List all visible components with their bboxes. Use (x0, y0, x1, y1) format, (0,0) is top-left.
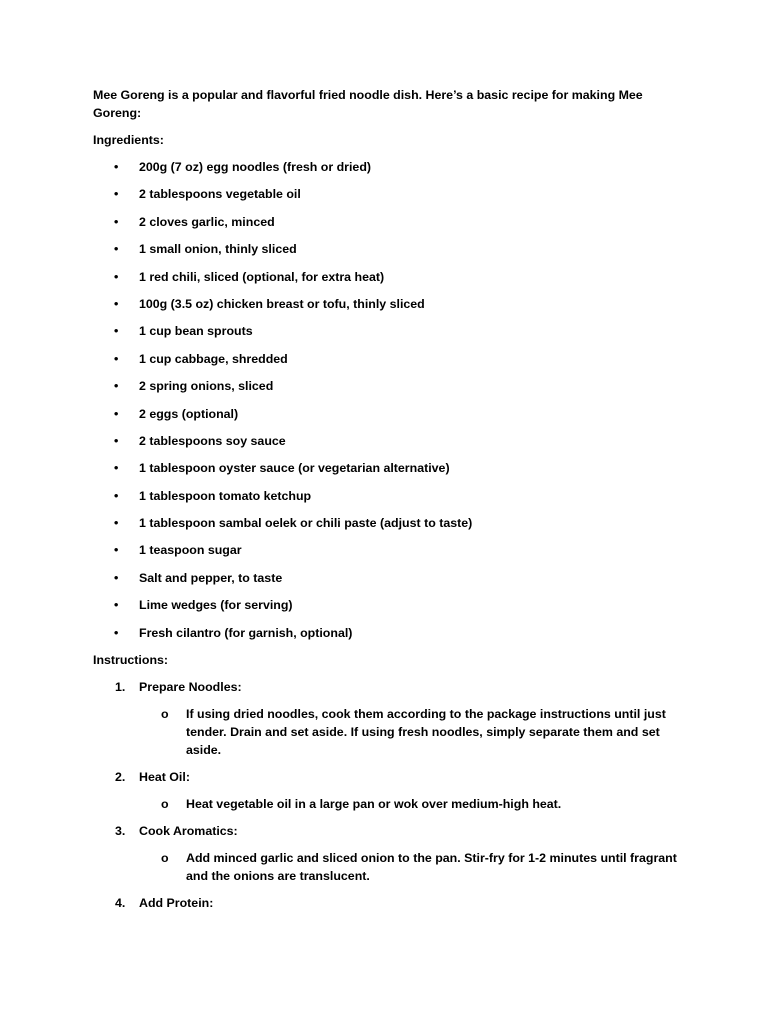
step-number: 1. (115, 680, 126, 695)
bullet-icon: • (114, 296, 119, 311)
ingredient-item (93, 596, 683, 614)
ingredient-item (93, 158, 683, 176)
step-title: Cook Aromatics: (139, 824, 238, 839)
ingredient-item (93, 514, 683, 532)
step-number: 3. (115, 824, 126, 839)
ingredient-text: 1 red chili, sliced (optional, for extra heat) (139, 269, 385, 284)
ingredient-item (93, 377, 683, 395)
bullet-icon: • (114, 570, 119, 585)
ingredient-text: 2 tablespoons vegetable oil (139, 187, 301, 202)
ingredient-item (93, 268, 683, 286)
ingredient-text: 1 small onion, thinly sliced (139, 242, 297, 257)
step-detail-text: Add minced garlic and sliced onion to the pan. Stir-fry for 1-2 minutes until fragrant and the onions are translucent. (186, 851, 677, 884)
bullet-icon: • (114, 598, 119, 613)
ingredient-text: 200g (7 oz) egg noodles (fresh or dried) (139, 160, 372, 174)
ingredients-list (93, 158, 683, 642)
ingredient-text: 2 tablespoons soy sauce (139, 433, 286, 448)
bullet-icon: • (114, 543, 119, 558)
bullet-icon: • (114, 516, 119, 531)
bullet-icon: • (114, 461, 119, 476)
bullet-icon: • (114, 269, 119, 284)
ingredients-heading: Ingredients: (93, 133, 164, 147)
ingredient-item (93, 569, 683, 587)
step-details (139, 795, 683, 813)
ingredient-text: 1 cup bean sprouts (139, 324, 253, 339)
bullet-icon: • (114, 351, 119, 366)
step-number: 4. (115, 896, 126, 911)
bullet-icon: • (114, 488, 119, 503)
bullet-icon: • (114, 214, 119, 229)
instructions-list (93, 678, 683, 912)
ingredient-text: 1 tablespoon oyster sauce (or vegetarian alternative) (139, 461, 450, 476)
step-title: Prepare Noodles: (139, 680, 242, 695)
ingredient-text: 2 eggs (optional) (139, 406, 239, 421)
bullet-icon: • (114, 433, 119, 448)
step-detail-item (139, 849, 683, 885)
instruction-step (93, 678, 683, 759)
ingredient-text: Fresh cilantro (for garnish, optional) (139, 625, 353, 640)
ingredient-item (93, 185, 683, 203)
bullet-icon: • (114, 242, 119, 257)
bullet-icon: • (114, 187, 119, 202)
circle-bullet-icon: o (161, 797, 169, 812)
ingredient-item (93, 487, 683, 505)
ingredient-item (93, 432, 683, 450)
instructions-heading: Instructions: (93, 653, 169, 668)
instruction-step (93, 768, 683, 813)
step-detail-item (139, 795, 683, 813)
step-detail-item (139, 705, 683, 759)
ingredient-item (93, 322, 683, 340)
ingredient-item (93, 624, 683, 642)
bullet-icon: • (114, 160, 119, 174)
bullet-icon: • (114, 324, 119, 339)
instruction-step (93, 822, 683, 885)
ingredient-text: 1 teaspoon sugar (139, 543, 242, 558)
ingredient-text: 2 spring onions, sliced (139, 379, 274, 394)
bullet-icon: • (114, 379, 119, 394)
step-detail-text: If using dried noodles, cook them according to the package instructions until just tender. Drain and set aside. If using fresh noodles, simply separate them and set aside. (186, 707, 666, 758)
step-title: Heat Oil: (139, 770, 190, 785)
step-details (139, 849, 683, 885)
ingredient-item (93, 459, 683, 477)
circle-bullet-icon: o (161, 707, 169, 722)
ingredient-item (93, 350, 683, 368)
ingredient-text: Salt and pepper, to taste (139, 570, 283, 585)
step-title: Add Protein: (139, 896, 214, 911)
ingredient-text: 1 tablespoon tomato ketchup (139, 488, 312, 503)
ingredient-text: 1 tablespoon sambal oelek or chili paste (adjust to taste) (139, 516, 473, 531)
ingredient-item (93, 240, 683, 258)
step-details (139, 705, 683, 759)
ingredient-item (93, 405, 683, 423)
circle-bullet-icon: o (161, 851, 169, 866)
ingredient-item (93, 213, 683, 231)
ingredient-item (93, 541, 683, 559)
ingredient-text: 2 cloves garlic, minced (139, 214, 275, 229)
ingredient-item (93, 295, 683, 313)
bullet-icon: • (114, 406, 119, 421)
step-detail-text: Heat vegetable oil in a large pan or wok over medium-high heat. (186, 797, 562, 812)
ingredient-text: 1 cup cabbage, shredded (139, 351, 288, 366)
step-number: 2. (115, 770, 126, 785)
ingredient-text: 100g (3.5 oz) chicken breast or tofu, thinly sliced (139, 296, 425, 311)
bullet-icon: • (114, 625, 119, 640)
intro-paragraph: Mee Goreng is a popular and flavorful fried noodle dish. Here’s a basic recipe for making Mee Goreng: (93, 88, 643, 120)
ingredient-text: Lime wedges (for serving) (139, 598, 293, 613)
document-body (93, 86, 683, 921)
instruction-step (93, 894, 683, 912)
